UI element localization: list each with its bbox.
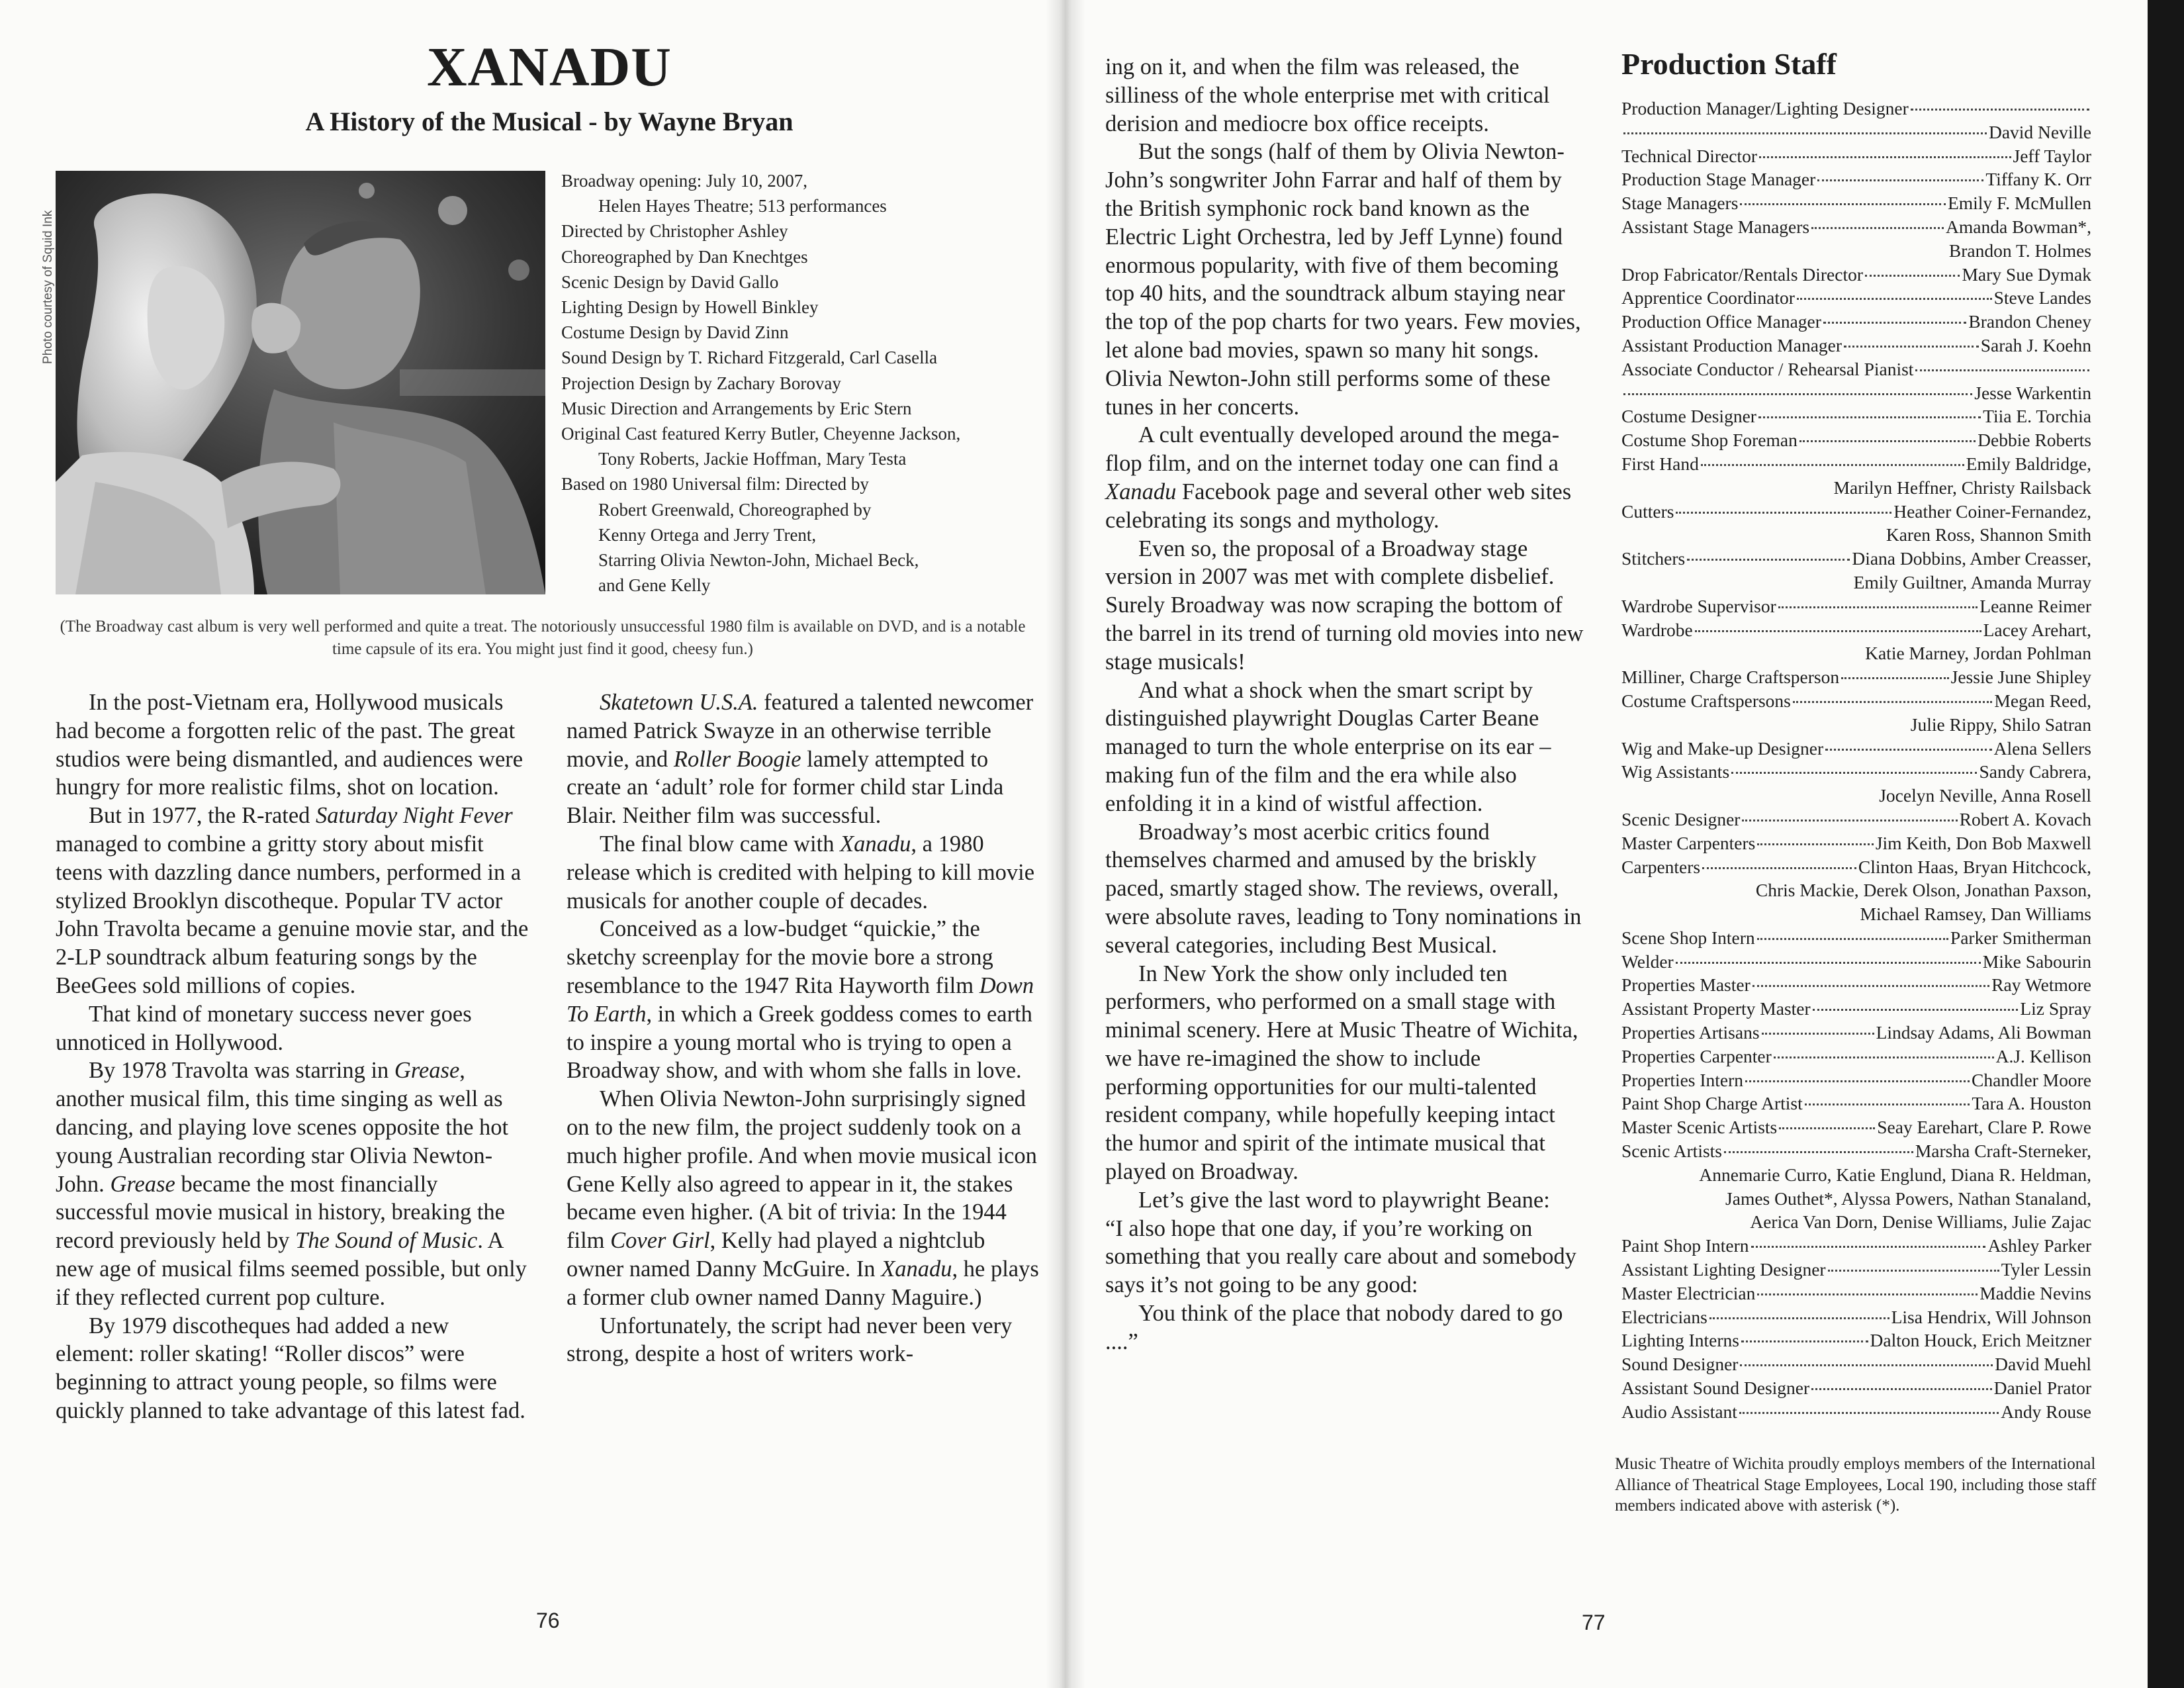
- staff-name: David Muehl: [1995, 1354, 2091, 1375]
- staff-row: [1621, 760, 2091, 784]
- staff-row: [1621, 665, 2091, 689]
- staff-role: Welder: [1621, 951, 1674, 972]
- staff-row: [1621, 500, 2091, 524]
- paragraph: But in 1977, the R-rated Saturday Night Fever managed to combine a gritty story about misfit teens with dazzling dance numbers, performed in a stylized Brooklyn discotheque. Popular TV actor John Travolta became a genuine movie star, and the 2-LP soundtrack album featuring songs by the BeeGees sold millions of copies.: [56, 803, 529, 998]
- article-column-1: [56, 688, 532, 1425]
- dot-leader: [1740, 203, 1946, 205]
- staff-role: Audio Assistant: [1621, 1401, 1737, 1422]
- staff-role: First Hand: [1621, 453, 1699, 474]
- staff-role: Production Manager/Lighting Designer: [1621, 98, 1909, 118]
- dot-leader: [1817, 179, 1983, 181]
- staff-role: Associate Conductor / Rehearsal Pianist: [1621, 358, 1914, 379]
- dot-leader: [1739, 1412, 1999, 1414]
- staff-name: Ray Wetmore: [1991, 974, 2091, 996]
- production-staff-list: [1621, 97, 2091, 1424]
- staff-row: [1621, 120, 2091, 144]
- staff-role: Technical Director: [1621, 145, 1757, 166]
- film-title: Grease: [110, 1171, 175, 1197]
- staff-name: Diana Dobbins, Amber Creasser,: [1852, 548, 2091, 569]
- staff-name-continued: Aerica Van Dorn, Denise Williams, Julie Zajac: [1750, 1211, 2091, 1233]
- staff-row: [1621, 1139, 2091, 1163]
- staff-row: [1621, 973, 2091, 997]
- credit-line: Music Direction and Arrangements by Eric Stern: [561, 398, 912, 418]
- dot-leader: [1751, 1246, 1986, 1248]
- staff-row: [1621, 1092, 2091, 1115]
- staff-name: Mary Sue Dymak: [1962, 263, 2091, 285]
- staff-role: Assistant Property Master: [1621, 998, 1811, 1019]
- staff-row: [1621, 926, 2091, 950]
- dot-leader: [1676, 962, 1981, 964]
- staff-role: Wardrobe Supervisor: [1621, 595, 1776, 616]
- staff-name-continued: Karen Ross, Shannon Smith: [1886, 524, 2091, 545]
- staff-name: Jim Keith, Don Bob Maxwell: [1875, 832, 2091, 853]
- staff-name: Brandon Cheney: [1968, 311, 2091, 332]
- staff-name: Mike Sabourin: [1982, 951, 2091, 972]
- staff-row: [1621, 1282, 2091, 1305]
- paragraph: Broadway’s most acerbic critics found themselves charmed and amused by the briskly paced, smartly staged show. The reviews, overall, were absolute raves, leading to Tony nominations in several categories, including Best Musical.: [1105, 819, 1582, 958]
- staff-role: Properties Artisans: [1621, 1022, 1760, 1043]
- quote-paragraph: “I also hope that one day, if you’re working on something that you really care about and somebody says it’s not going to be any good:: [1105, 1215, 1576, 1298]
- staff-role: Assistant Stage Managers: [1621, 216, 1810, 237]
- dot-leader: [1695, 630, 1981, 632]
- page-number-right: 77: [1582, 1611, 1606, 1634]
- staff-name: Leanne Reimer: [1979, 595, 2091, 616]
- staff-row: [1621, 1258, 2091, 1282]
- credit-line: Helen Hayes Theatre; 513 performances: [598, 196, 887, 216]
- dot-leader: [1844, 346, 1979, 348]
- staff-row: [1621, 1068, 2091, 1092]
- page-edge-shadow: [2148, 0, 2184, 1688]
- staff-row: [1621, 357, 2091, 381]
- staff-row: [1621, 215, 2091, 239]
- credit-line: Projection Design by Zachary Borovay: [561, 373, 841, 393]
- staff-role: Milliner, Charge Craftsperson: [1621, 667, 1840, 688]
- staff-name-continued: James Outhet*, Alyssa Powers, Nathan Stanaland,: [1725, 1188, 2091, 1209]
- staff-role: Properties Carpenter: [1621, 1045, 1772, 1066]
- staff-row: [1621, 1305, 2091, 1329]
- paragraph: The final blow came with Xanadu, a 1980 release which is credited with helping to kill movie musicals for another couple of decades.: [567, 831, 1035, 914]
- dot-leader: [1701, 464, 1964, 466]
- staff-role: Scenic Artists: [1621, 1141, 1723, 1162]
- dot-leader: [1709, 1317, 1889, 1319]
- credit-line: Robert Greenwald, Choreographed by: [598, 499, 872, 520]
- show-credits: [561, 168, 1064, 598]
- dot-leader: [1676, 512, 1891, 514]
- page-number-left: 76: [536, 1609, 560, 1632]
- staff-name: Tyler Lessin: [2001, 1259, 2091, 1280]
- staff-role: Assistant Sound Designer: [1621, 1378, 1810, 1399]
- staff-name: Amanda Bowman*,: [1946, 216, 2091, 237]
- staff-row: [1621, 689, 2091, 713]
- staff-name-continued: Jocelyn Neville, Anna Rosell: [1879, 785, 2091, 806]
- dot-leader: [1759, 156, 2011, 158]
- staff-row: [1621, 1376, 2091, 1400]
- credit-line: Original Cast featured Kerry Butler, Cheyenne Jackson,: [561, 424, 961, 444]
- dot-leader: [1752, 985, 1989, 987]
- dot-leader: [1811, 1388, 1991, 1390]
- staff-role: Stage Managers: [1621, 193, 1739, 214]
- credit-line: Sound Design by T. Richard Fitzgerald, Carl Casella: [561, 348, 938, 368]
- dot-leader: [1762, 1033, 1874, 1035]
- staff-name: Tiia E. Torchia: [1983, 406, 2091, 427]
- dot-leader: [1779, 1127, 1875, 1129]
- dot-leader: [1740, 1364, 1993, 1366]
- staff-name: Jessie June Shipley: [1950, 667, 2091, 688]
- staff-name: Alena Sellers: [1993, 737, 2091, 759]
- paragraph: A cult eventually developed around the mega-flop film, and on the internet today one can find a Xanadu Facebook page and several other web sites celebrating its songs and mythology.: [1105, 422, 1572, 533]
- paragraph: By 1978 Travolta was starring in Grease, another musical film, this time singing as well as dancing, and playing love scenes opposite the hot young Australian recording star Olivia Newton-John. Grease became the most financially successful movie musical in history, breaking the record previously held by The Sound of Music. A new age of musical films seemed possible, but only if they reflected current pop culture.: [56, 1058, 527, 1310]
- staff-name: Clinton Haas, Bryan Hitchcock,: [1858, 856, 2091, 877]
- staff-name: Parker Smitherman: [1950, 927, 2091, 948]
- credit-line: Lighting Design by Howell Binkley: [561, 297, 819, 318]
- staff-name: Maddie Nevins: [1979, 1282, 2091, 1303]
- staff-row: [1621, 191, 2091, 215]
- staff-role: Master Carpenters: [1621, 832, 1756, 853]
- paragraph: By 1979 discotheques had added a new element: roller skating! “Roller discos” were beginning to attract young people, so films were quickly planned to take advantage of this latest fad.: [56, 1313, 525, 1423]
- staff-role: Paint Shop Charge Artist: [1621, 1093, 1803, 1114]
- staff-role: Sound Designer: [1621, 1354, 1739, 1375]
- staff-name: A.J. Kellison: [1995, 1045, 2091, 1066]
- staff-row: [1621, 1021, 2091, 1045]
- staff-row: [1621, 855, 2091, 879]
- dot-leader: [1823, 322, 1967, 324]
- paragraph: When Olivia Newton-John surprisingly signed on to the new film, the project suddenly took on a much higher profile. And when movie musical icon Gene Kelly also agreed to appear in it, the stakes became even higher. (A bit of trivia: In the 1944 film Cover Girl, Kelly had played a nightclub owner named Danny McGuire. In Xanadu, he plays a former club owner named Danny Maguire.): [567, 1086, 1039, 1310]
- credit-line: Costume Design by David Zinn: [561, 322, 789, 343]
- film-title: Down To Earth: [567, 972, 1034, 1027]
- dot-leader: [1758, 416, 1981, 418]
- staff-name: Liz Spray: [2020, 998, 2091, 1019]
- staff-name: Chandler Moore: [1972, 1069, 2091, 1090]
- staff-name-continued: Marilyn Heffner, Christy Railsback: [1833, 477, 2091, 498]
- staff-row: [1621, 1352, 2091, 1376]
- staff-role: Electricians: [1621, 1306, 1707, 1327]
- article-title: XANADU: [427, 36, 672, 98]
- staff-name-continued: Julie Rippy, Shilo Satran: [1910, 714, 2091, 735]
- staff-row: [1621, 404, 2091, 428]
- staff-row: [1621, 618, 2091, 642]
- staff-role: Carpenters: [1621, 856, 1701, 877]
- staff-name: Debbie Roberts: [1978, 430, 2091, 451]
- staff-row: [1621, 263, 2091, 287]
- staff-name: Steve Landes: [1993, 287, 2091, 308]
- staff-row: [1621, 1329, 2091, 1352]
- left-page: [0, 0, 1066, 1688]
- staff-role: Apprentice Coordinator: [1621, 287, 1795, 308]
- paragraph: That kind of monetary success never goes unnoticed in Hollywood.: [56, 1001, 472, 1055]
- staff-name: Ashley Parker: [1987, 1235, 2091, 1256]
- film-title: Skatetown U.S.A.: [600, 690, 758, 715]
- dot-leader: [1778, 606, 1978, 608]
- staff-row: [1621, 167, 2091, 191]
- staff-name: Emily Baldridge,: [1966, 453, 2091, 474]
- paragraph: Conceived as a low-budget “quickie,” the sketchy screenplay for the movie bore a strong resemblance to the 1947 Rita Hayworth film Down To Earth, in which a Greek goddess comes to earth to inspire a young mortal who is trying to open a Broadway show, and with whom she falls in love.: [567, 916, 1034, 1084]
- dot-leader: [1811, 227, 1944, 229]
- staff-name-continued: Michael Ramsey, Dan Williams: [1860, 904, 2091, 925]
- dot-leader: [1841, 677, 1949, 679]
- dot-leader: [1828, 1270, 1999, 1272]
- staff-role: Lighting Interns: [1621, 1330, 1739, 1351]
- staff-role: Master Scenic Artists: [1621, 1117, 1778, 1138]
- staff-name: Tara A. Houston: [1972, 1093, 2091, 1114]
- staff-name: Lacey Arehart,: [1983, 619, 2091, 640]
- credit-line: Broadway opening: July 10, 2007,: [561, 171, 807, 191]
- dot-leader: [1745, 1080, 1970, 1082]
- dot-leader: [1865, 275, 1960, 277]
- staff-name-continued: Annemarie Curro, Katie Englund, Diana R. Heldman,: [1699, 1164, 2091, 1185]
- staff-name-continued: Chris Mackie, Derek Olson, Jonathan Paxson,: [1755, 880, 2091, 901]
- dot-leader: [1797, 298, 1992, 300]
- staff-role: Costume Designer: [1621, 406, 1756, 427]
- dot-leader: [1731, 772, 1977, 774]
- staff-role: Wardrobe: [1621, 619, 1693, 640]
- staff-row: [1621, 950, 2091, 974]
- photo-credit-text: Photo courtesy of Squid Ink: [41, 210, 55, 364]
- staff-name: Andy Rouse: [2001, 1401, 2091, 1422]
- staff-row: [1621, 144, 2091, 168]
- staff-row: [1621, 831, 2091, 855]
- staff-name: Heather Coiner-Fernandez,: [1893, 500, 2091, 522]
- staff-row: [1621, 1045, 2091, 1068]
- staff-role: Stitchers: [1621, 548, 1686, 569]
- staff-row: [1621, 737, 2091, 761]
- film-title: Grease: [394, 1058, 460, 1084]
- staff-role: Wig Assistants: [1621, 761, 1730, 782]
- paragraph: Unfortunately, the script had never been very strong, despite a host of writers work-: [567, 1313, 1013, 1367]
- dot-leader: [1915, 369, 2089, 371]
- dot-leader: [1774, 1056, 1994, 1058]
- staff-name: Marsha Craft-Sterneker,: [1915, 1141, 2091, 1162]
- staff-row: [1621, 997, 2091, 1021]
- article-column-3: [1105, 53, 1588, 1356]
- staff-role: Costume Shop Foreman: [1621, 430, 1797, 451]
- staff-row: [1621, 452, 2091, 476]
- staff-name: Lisa Hendrix, Will Johnson: [1891, 1306, 2091, 1327]
- staff-role: Properties Intern: [1621, 1069, 1744, 1090]
- dot-leader: [1623, 132, 1987, 134]
- production-staff-heading: Production Staff: [1621, 47, 1837, 81]
- credit-line: Kenny Ortega and Jerry Trent,: [598, 524, 817, 545]
- article-column-2: [567, 688, 1043, 1368]
- staff-name-continued: Brandon T. Holmes: [1948, 240, 2091, 261]
- credit-line: Scenic Design by David Gallo: [561, 271, 779, 292]
- staff-name: Robert A. Kovach: [1959, 808, 2091, 829]
- paragraph: Even so, the proposal of a Broadway stage version in 2007 was met with complete disbelief. Surely Broadway was now scraping the bottom of the barrel in its trend of turning old movies into new stage musicals!: [1105, 536, 1584, 675]
- staff-name: Sandy Cabrera,: [1979, 761, 2091, 782]
- credit-line: Starring Olivia Newton-John, Michael Beck,: [598, 550, 919, 571]
- staff-name: Seay Earehart, Clare P. Rowe: [1877, 1117, 2091, 1138]
- staff-name: Lindsay Adams, Ali Bowman: [1876, 1022, 2091, 1043]
- staff-name: Emily F. McMullen: [1947, 193, 2091, 214]
- film-title: The Sound of Music: [295, 1228, 478, 1254]
- staff-name: Tiffany K. Orr: [1985, 169, 2091, 190]
- book-gutter: [1046, 0, 1085, 1688]
- staff-role: Production Office Manager: [1621, 311, 1821, 332]
- staff-role: Wig and Make-up Designer: [1621, 737, 1824, 759]
- film-title: Cover Girl: [610, 1228, 710, 1254]
- staff-row: [1621, 381, 2091, 405]
- credit-line: Based on 1980 Universal film: Directed by: [561, 474, 869, 494]
- dot-leader: [1825, 749, 1991, 751]
- staff-name: Daniel Prator: [1993, 1378, 2091, 1399]
- staff-row: [1621, 97, 2091, 120]
- staff-role: Scene Shop Intern: [1621, 927, 1755, 948]
- staff-name: David Neville: [1988, 121, 2091, 142]
- staff-row: [1621, 1400, 2091, 1424]
- quote-paragraph: You think of the place that nobody dared to go ....”: [1105, 1301, 1563, 1354]
- staff-name: Megan Reed,: [1994, 690, 2091, 711]
- dot-leader: [1911, 109, 2089, 111]
- staff-row: [1621, 428, 2091, 452]
- film-title: Xanadu: [881, 1256, 952, 1282]
- dot-leader: [1724, 1151, 1913, 1153]
- dot-leader: [1757, 843, 1873, 845]
- paragraph: In the post-Vietnam era, Hollywood musicals had become a forgotten relic of the past. The great studios were being dismantled, and audiences were hungry for more realistic films, shot on location.: [56, 690, 523, 800]
- staff-name-continued: Katie Marney, Jordan Pohlman: [1865, 643, 2091, 664]
- staff-role: Production Stage Manager: [1621, 169, 1816, 190]
- paragraph: And what a shock when the smart script by distinguished playwright Douglas Carter Beane managed to turn the whole enterprise on its ear – making fun of the film and the era while also enfolding it in a kind of wistful affection.: [1105, 677, 1551, 816]
- production-photo-image: [56, 171, 545, 594]
- staff-role: Scenic Designer: [1621, 808, 1741, 829]
- paragraph: In New York the show only included ten performers, who performed on a small stage with minimal scenery. Here at Music Theatre of Wichita, we have re-imagined the show to include performing opportunities for our multi-talented resident company, while hopefully keeping intact the humor and spirit of the intimate musical that played on Broadway.: [1105, 961, 1578, 1185]
- credit-line: Directed by Christopher Ashley: [561, 221, 788, 242]
- dot-leader: [1623, 393, 1972, 395]
- dot-leader: [1741, 1340, 1868, 1342]
- article-subtitle: A History of the Musical - by Wayne Bryan: [305, 107, 794, 136]
- credit-line: Choreographed by Dan Knechtges: [561, 246, 808, 267]
- dot-leader: [1805, 1103, 1970, 1105]
- film-title: Saturday Night Fever: [316, 803, 513, 829]
- credit-line: Tony Roberts, Jackie Hoffman, Mary Testa: [598, 449, 907, 469]
- film-title: Xanadu: [1105, 479, 1177, 504]
- staff-name: Dalton Houck, Erich Meitzner: [1870, 1330, 2091, 1351]
- staff-row: [1621, 1115, 2091, 1139]
- dot-leader: [1757, 1293, 1978, 1295]
- staff-role: Assistant Lighting Designer: [1621, 1259, 1826, 1280]
- photo-caption: (The Broadway cast album is very well performed and quite a treat. The notoriously unsuccessful 1980 film is available on DVD, and is a notable time capsule of its era. You might just find it good, cheesy fun.): [60, 618, 1026, 658]
- dot-leader: [1742, 820, 1957, 821]
- staff-row: [1621, 808, 2091, 831]
- staff-role: Cutters: [1621, 500, 1674, 522]
- credit-line: and Gene Kelly: [598, 575, 711, 596]
- union-note: Music Theatre of Wichita proudly employs members of the International Alliance of Theatrical Stage Employees, Local 190, including those staff members indicated above with asterisk (*).: [1615, 1455, 2097, 1515]
- staff-row: [1621, 547, 2091, 571]
- dot-leader: [1687, 559, 1850, 561]
- dot-leader: [1813, 1009, 2019, 1011]
- staff-name: Jesse Warkentin: [1974, 382, 2091, 403]
- staff-role: Drop Fabricator/Rentals Director: [1621, 263, 1864, 285]
- dot-leader: [1793, 701, 1992, 703]
- film-title: Xanadu: [840, 831, 911, 857]
- staff-role: Properties Master: [1621, 974, 1751, 996]
- staff-row: [1621, 594, 2091, 618]
- staff-role: Costume Craftspersons: [1621, 690, 1791, 711]
- staff-row: [1621, 334, 2091, 357]
- paragraph: ing on it, and when the film was released, the silliness of the whole enterprise met with critical derision and mediocre box office receipts.: [1105, 54, 1550, 136]
- staff-role: Paint Shop Intern: [1621, 1235, 1749, 1256]
- staff-row: [1621, 1234, 2091, 1258]
- staff-row: [1621, 286, 2091, 310]
- staff-role: Assistant Production Manager: [1621, 334, 1843, 355]
- film-title: Roller Boogie: [673, 746, 801, 772]
- dot-leader: [1757, 938, 1948, 940]
- staff-name-continued: Emily Guiltner, Amanda Murray: [1853, 571, 2091, 592]
- staff-name: Jeff Taylor: [2013, 145, 2091, 166]
- paragraph: Skatetown U.S.A. featured a talented newcomer named Patrick Swayze in an otherwise terrible movie, and Roller Boogie lamely attempted to create an ‘adult’ role for former child star Linda Blair. Neither film was successful.: [567, 690, 1034, 829]
- staff-name: Sarah J. Koehn: [1980, 334, 2091, 355]
- production-photo: [56, 171, 545, 594]
- staff-role: Master Electrician: [1621, 1282, 1756, 1303]
- paragraph: Let’s give the last word to playwright Beane:: [1138, 1187, 1550, 1213]
- dot-leader: [1799, 440, 1976, 442]
- paragraph: But the songs (half of them by Olivia Newton-John’s songwriter John Farrar and half of them by the British symphonic rock band known as the Electric Light Orchestra, led by Jeff Lynne) found enormous popularity, with five of them becoming top 40 hits, and the soundtrack album staying near the top of the pop charts for two years. Few movies, let alone bad movies, spawn so many hit songs. Olivia Newton-John still performs some of these tunes in her concerts.: [1105, 139, 1581, 420]
- staff-row: [1621, 310, 2091, 334]
- dot-leader: [1702, 867, 1856, 869]
